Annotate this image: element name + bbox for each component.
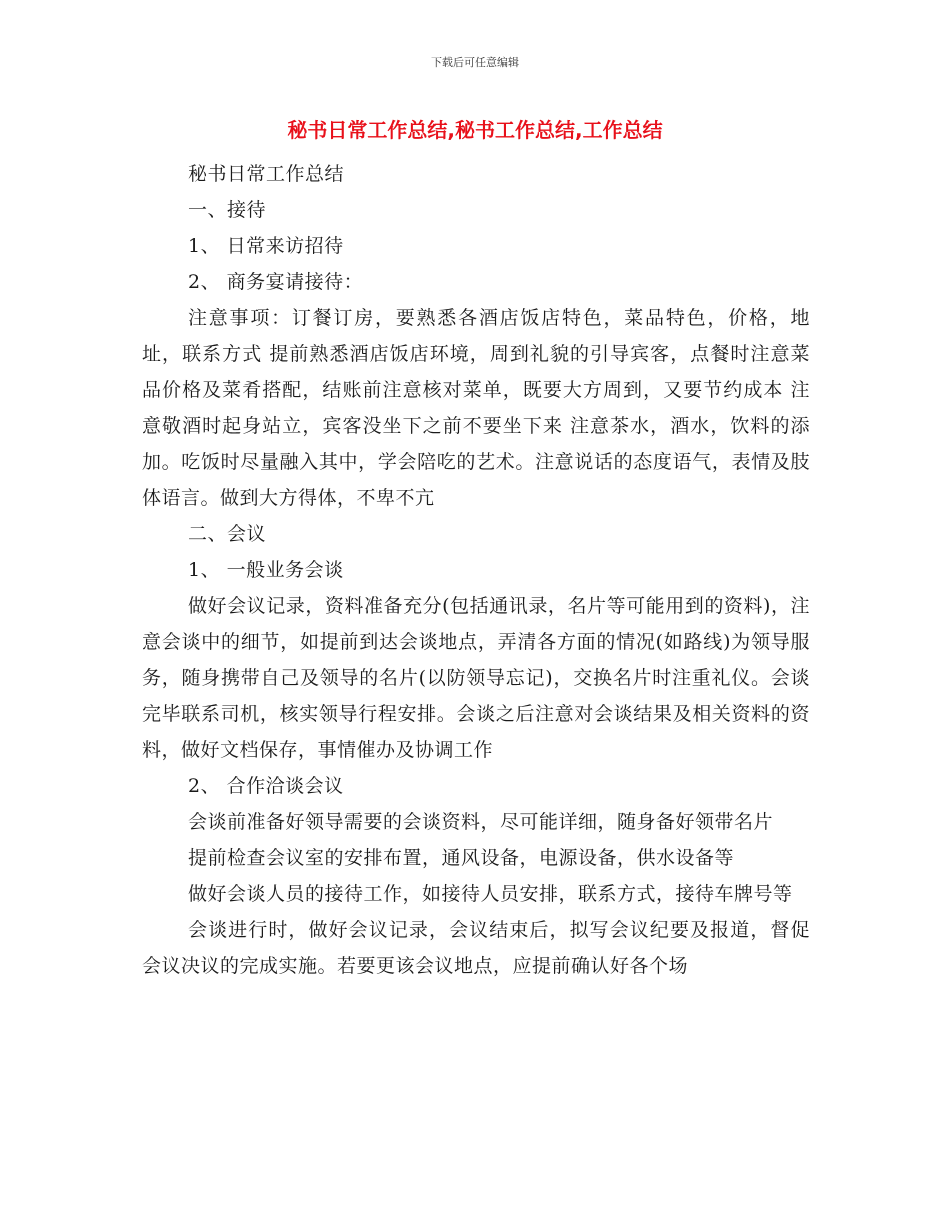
section-heading: 一、接待: [188, 199, 267, 221]
body-paragraph: 提前检查会议室的安排布置，通风设备，电源设备，供水设备等: [188, 847, 735, 869]
body-paragraph: 做好会谈人员的接待工作，如接待人员安排，联系方式，接待车牌号等: [188, 883, 793, 905]
body-paragraph: 会谈进行时，做好会议记录，会议结束后，拟写会议纪要及报道，督促会议决议的完成实施。若要更该会议地点，应提前确认好各个场: [142, 919, 810, 977]
document-body: [142, 156, 810, 984]
section-heading: 二、会议: [188, 523, 267, 545]
list-item: 1、 一般业务会谈: [188, 559, 344, 581]
page-header-note: 下载后可任意编辑: [431, 56, 519, 69]
document-title: 秘书日常工作总结,秘书工作总结,工作总结: [287, 118, 663, 142]
body-paragraph: 注意事项：订餐订房，要熟悉各酒店饭店特色，菜品特色，价格，地址，联系方式 提前熟悉酒店饭店环境，周到礼貌的引导宾客，点餐时注意菜品价格及菜肴搭配，结账前注意核对菜单，既要大方周到，又要节约成本 注意敬酒时起身站立，宾客没坐下之前不要坐下来 注意茶水，酒水，饮料的添加。吃饭时尽量融入其中，学会陪吃的艺术。注意说话的态度语气，表情及肢体语言。做到大方得体，不卑不亢: [142, 307, 810, 509]
list-item: 1、 日常来访招待: [188, 235, 344, 257]
body-paragraph: 会谈前准备好领导需要的会谈资料，尽可能详细，随身备好领带名片: [188, 811, 774, 833]
list-item: 2、 商务宴请接待：: [188, 271, 364, 293]
body-paragraph: 做好会议记录，资料准备充分(包括通讯录，名片等可能用到的资料)，注意会谈中的细节，如提前到达会谈地点，弄清各方面的情况(如路线)为领导服务，随身携带自己及领导的名片(以防领导忘记)，交换名片时注重礼仪。会谈完毕联系司机，核实领导行程安排。会谈之后注意对会谈结果及相关资料的资料，做好文档保存，事情催办及协调工作: [142, 595, 810, 761]
list-item: 2、 合作洽谈会议: [188, 775, 344, 797]
body-paragraph: 秘书日常工作总结: [188, 163, 345, 185]
